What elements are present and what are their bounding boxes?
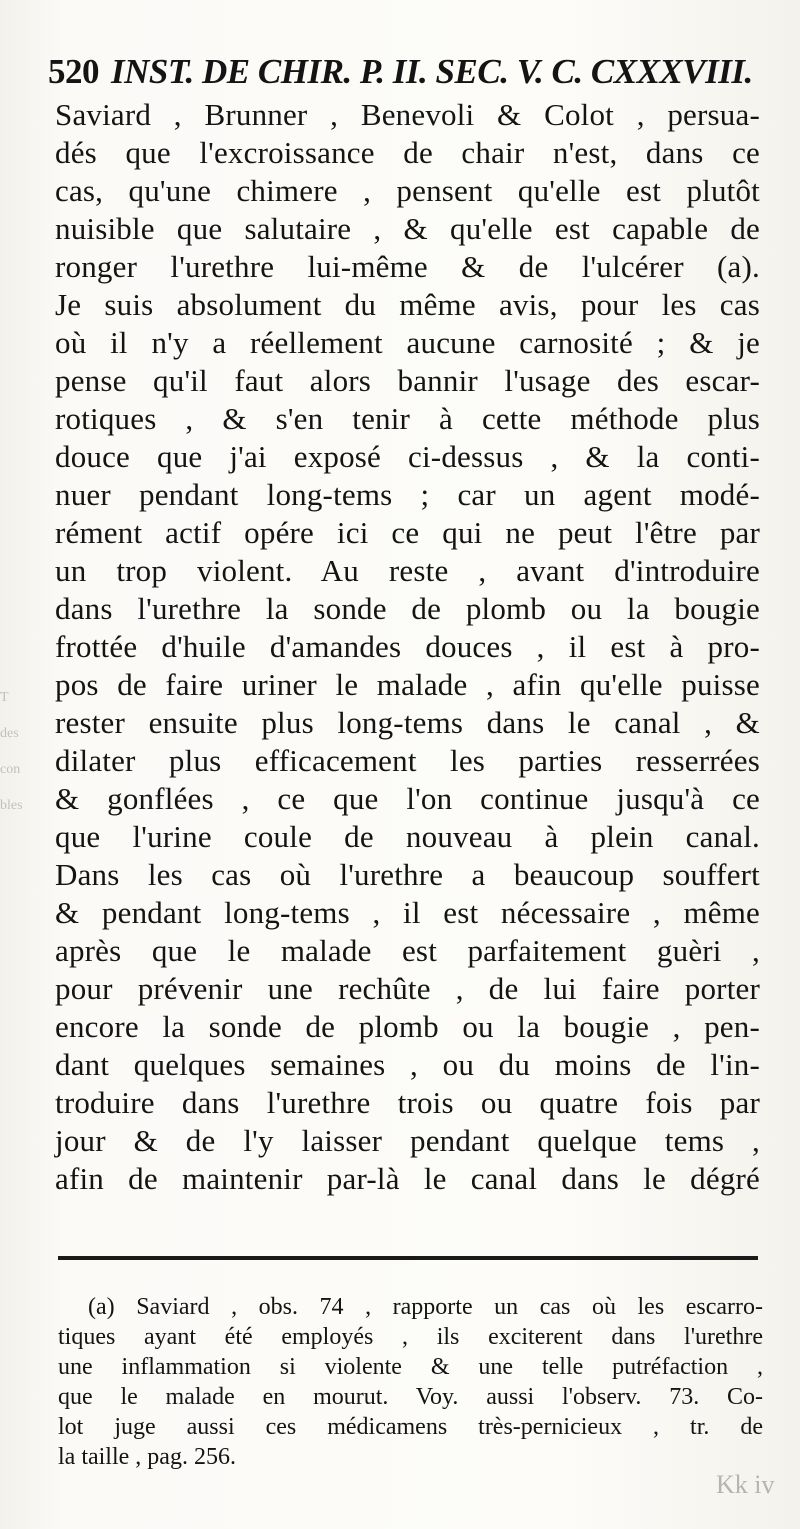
- text-line: cas, qu'une chimere , pensent qu'elle est plutôt: [55, 173, 760, 208]
- footnote-rule: [58, 1256, 758, 1260]
- text-line: où il n'y a réellement aucune carnosité ; & je: [55, 325, 760, 360]
- text-line: Dans les cas où l'urethre a beaucoup souffert: [55, 857, 760, 892]
- text-line: troduire dans l'urethre trois ou quatre fois par: [55, 1085, 760, 1120]
- footnote-line: la taille , pag. 256.: [58, 1444, 236, 1470]
- body-text: [55, 96, 760, 1198]
- text-line: Saviard , Brunner , Benevoli & Colot , persua-: [55, 97, 760, 132]
- signature-mark: Kk iv: [716, 1470, 775, 1499]
- text-line: après que le malade est parfaitement guèri ,: [55, 933, 760, 968]
- text-line: pour prévenir une rechûte , de lui faire porter: [55, 971, 760, 1006]
- text-line: un trop violent. Au reste , avant d'introduire: [55, 553, 760, 588]
- text-line: douce que j'ai exposé ci-dessus , & la conti-: [55, 439, 760, 474]
- text-line: dans l'urethre la sonde de plomb ou la bougie: [55, 591, 760, 626]
- bleed-through-fragment: T: [0, 690, 9, 705]
- text-line: dés que l'excroissance de chair n'est, dans ce: [55, 135, 760, 170]
- running-head: [48, 48, 763, 96]
- text-line: & pendant long-tems , il est nécessaire , même: [55, 895, 760, 930]
- bleed-through-fragment: des: [0, 726, 19, 741]
- bleed-through-fragment: con: [0, 762, 21, 777]
- running-title: INST. DE CHIR. P. II. SEC. V. C. CXXXVIII.: [111, 52, 753, 91]
- text-line: dant quelques semaines , ou du moins de l'in-: [55, 1047, 760, 1082]
- text-line: dilater plus efficacement les parties resserrées: [55, 743, 760, 778]
- bleed-through-fragment: bles: [0, 798, 23, 813]
- text-line: que l'urine coule de nouveau à plein canal.: [55, 819, 760, 854]
- page-number: 520: [48, 52, 99, 91]
- footnote-line: lot juge aussi ces médicamens très-pernicieux , tr. de: [58, 1414, 763, 1440]
- text-line: nuer pendant long-tems ; car un agent modé-: [55, 477, 760, 512]
- text-line: Je suis absolument du même avis, pour les cas: [55, 287, 760, 322]
- text-line: frottée d'huile d'amandes douces , il est à pro-: [55, 629, 760, 664]
- bleed-through-text: [0, 680, 40, 824]
- text-line: afin de maintenir par-là le canal dans le dégré: [55, 1161, 760, 1196]
- text-line: nuisible que salutaire , & qu'elle est capable de: [55, 211, 760, 246]
- footnote-line: une inflammation si violente & une telle putréfaction ,: [58, 1354, 763, 1380]
- text-line: & gonflées , ce que l'on continue jusqu'à ce: [55, 781, 760, 816]
- text-line: jour & de l'y laisser pendant quelque tems ,: [55, 1123, 760, 1158]
- footnote-line: (a) Saviard , obs. 74 , rapporte un cas où les escarro-: [88, 1294, 763, 1320]
- text-line: rester ensuite plus long-tems dans le canal , &: [55, 705, 760, 740]
- text-line: rément actif opére ici ce qui ne peut l'être par: [55, 515, 760, 550]
- text-line: ronger l'urethre lui-même & de l'ulcérer (a).: [55, 249, 760, 284]
- text-line: encore la sonde de plomb ou la bougie , pen-: [55, 1009, 760, 1044]
- footnote-line: tiques ayant été employés , ils exciterent dans l'urethre: [58, 1324, 763, 1350]
- text-line: pense qu'il faut alors bannir l'usage des escar-: [55, 363, 760, 398]
- text-line: pos de faire uriner le malade , afin qu'elle puisse: [55, 667, 760, 702]
- footnote: [58, 1292, 763, 1472]
- footnote-line: que le malade en mourut. Voy. aussi l'observ. 73. Co-: [58, 1384, 763, 1410]
- text-line: rotiques , & s'en tenir à cette méthode plus: [55, 401, 760, 436]
